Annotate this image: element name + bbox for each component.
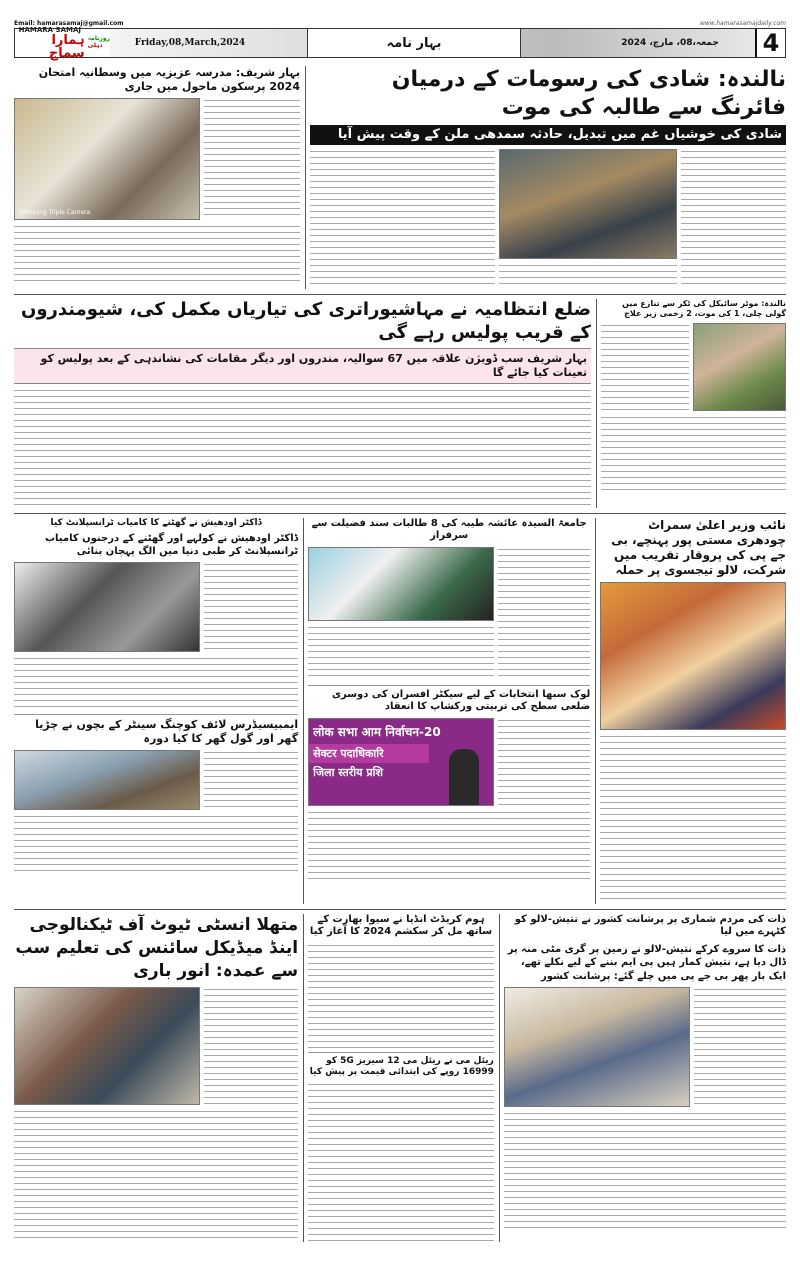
doctor-zoo-column bbox=[14, 518, 298, 904]
zoo-text-2 bbox=[14, 814, 298, 874]
homecredit-headline[interactable]: ہوم کریڈٹ انڈیا نے سیوا بھارت کے ساتھ مل کر سکشم 2024 کا آغاز کیا bbox=[309, 913, 493, 938]
loksabha-text bbox=[498, 718, 590, 806]
madrasa-photo bbox=[14, 98, 200, 220]
pk-headline[interactable]: ذات کا سروے کرکے نتیش-لالو نے زمین پر گری مٹی منہ پر ڈال دیا ہے، نتیش کمار ہیں پی ایم بننے کے لیے نکلے تھے، ایک بار پھر بی جے پی میں چلے گئے: پرشانت کشور bbox=[507, 943, 786, 982]
zoo-headline[interactable]: ایمبیسیڈرس لائف کوچنگ سینٹر کے بچوں نے چڑیا گھر اور گول گھر کا کیا دورہ bbox=[14, 714, 298, 746]
madrasa-text bbox=[204, 98, 300, 220]
row-bottom bbox=[14, 910, 786, 1248]
website: www.hamarasamajdaily.com bbox=[699, 20, 786, 27]
zoo-text bbox=[204, 750, 298, 810]
loksabha-text-2 bbox=[308, 810, 590, 880]
pk-text bbox=[694, 987, 786, 1107]
shivratri-article bbox=[14, 299, 591, 508]
loksabha-headline[interactable]: لوک سبھا انتخابات کے لیے سیکٹر افسران کی دوسری ضلعی سطح کی تربیتی ورکشاپ کا انعقاد bbox=[308, 685, 590, 714]
logo-ur: ہمارا سماج bbox=[48, 32, 85, 61]
homecredit-text bbox=[308, 943, 494, 1048]
banner-text: सेक्टर पदाधिकारि bbox=[309, 744, 429, 763]
bike-article bbox=[596, 299, 786, 508]
logo-en: HAMARA SAMAJ bbox=[18, 25, 81, 34]
loksabha-photo bbox=[308, 718, 494, 806]
doctor-headline[interactable]: ڈاکٹر اودھیش نے کولہے اور گھٹنے کے درجنوں کامیاب ٹرانسپلانٹ کر طبی دنیا میں الگ پہچان بنائی bbox=[45, 533, 299, 557]
shivratri-subhead: بہار شریف سب ڈویژن علاقہ میں 67 سوالیہ، مندروں اور دیگر مقامات کی نشاندہی کے بعد پولیس کو تعینات کیا جائے گا bbox=[14, 348, 591, 384]
jamia-text-2 bbox=[308, 625, 494, 681]
pk-article bbox=[499, 914, 786, 1243]
lead-text bbox=[310, 149, 495, 289]
page-number: 4 bbox=[755, 29, 785, 57]
jamia-text bbox=[498, 547, 590, 681]
madrasa-article bbox=[14, 66, 300, 289]
lead-photo bbox=[499, 149, 677, 259]
realme-headline[interactable]: ریئل می نے ریئل می 12 سیریز 5G کو 16999 روپے کی ابتدائی قیمت پر پیش کیا bbox=[308, 1052, 494, 1079]
zoo-photo bbox=[14, 750, 200, 810]
mithila-headline[interactable]: متھلا انسٹی ٹیوٹ آف ٹیکنالوجی اینڈ میڈیکل سائنس کی تعلیم سب سے عمدہ: انور باری bbox=[15, 914, 299, 981]
jamia-loksabha-column bbox=[303, 518, 590, 904]
banner-text: जिला स्तरीय प्रशि bbox=[313, 765, 383, 779]
homecredit-realme-column bbox=[303, 914, 494, 1243]
photo-watermark: Samsung Triple Camera bbox=[19, 208, 91, 216]
row-top bbox=[14, 62, 786, 295]
bike-photo bbox=[693, 323, 786, 411]
page-body bbox=[0, 58, 800, 1261]
banner-text: लोक सभा आम निर्वाचन-20 bbox=[313, 724, 441, 739]
pk-text-2 bbox=[504, 1111, 786, 1231]
lead-article bbox=[305, 66, 786, 289]
mithila-text-2 bbox=[14, 1109, 298, 1239]
shivratri-headline[interactable]: ضلع انتظامیہ نے مہاشیوراتری کی تیاریاں مکمل کی، شیومندروں کے قریب پولیس رہے گی bbox=[20, 299, 591, 343]
pk-kicker: ذات کی مردم شماری پر پرشانت کشور نے نتیش-لالو کو کٹہرے میں لیا bbox=[514, 913, 786, 938]
lead-headline[interactable]: نالندہ: شادی کی رسومات کے درمیان فائرنگ سے طالبہ کی موت bbox=[391, 67, 786, 120]
madrasa-text-2 bbox=[14, 224, 300, 284]
lead-subhead: شادی کی خوشیاں غم میں تبدیل، حادثہ سمدھی ملن کے وقت پیش آیا bbox=[310, 125, 786, 145]
masthead bbox=[14, 25, 786, 61]
samrat-headline[interactable]: نائب وزیر اعلیٰ سمراٹ چودھری مستی پور پہنچے، بی جے پی کی پروقار تقریب میں شرکت، لالو تیجسوی پر حملہ bbox=[611, 517, 786, 577]
doctor-text bbox=[204, 562, 298, 652]
logo-city: دہلی bbox=[87, 42, 103, 49]
doctor-photo bbox=[14, 562, 200, 652]
logo-tag: روزنامہ bbox=[87, 35, 110, 43]
mithila-article bbox=[14, 914, 298, 1243]
madrasa-headline[interactable]: بہار شریف: مدرسہ عزیزیہ میں وسطانیہ امتحان 2024 پرسکون ماحول میں جاری bbox=[38, 66, 300, 93]
samrat-text bbox=[600, 734, 786, 904]
samrat-article bbox=[595, 518, 786, 904]
jamia-photo bbox=[308, 547, 494, 621]
row-third bbox=[14, 514, 786, 910]
jamia-headline[interactable]: جامعۃ السیدہ عائشہ طیبہ کی 8 طالبات سند فضیلت سے سرفراز bbox=[311, 517, 587, 542]
pk-photo bbox=[504, 987, 690, 1107]
samrat-photo bbox=[600, 582, 786, 730]
mithila-photo bbox=[14, 987, 200, 1105]
shivratri-text bbox=[14, 388, 591, 508]
doctor-kicker: ڈاکٹر اودھیش نے گھٹنے کا کامیاب ٹرانسپلانٹ کیا bbox=[50, 517, 262, 528]
logo bbox=[15, 25, 110, 61]
section-title: بہار نامہ bbox=[307, 29, 521, 57]
speaker-figure bbox=[449, 749, 479, 806]
email: Email: hamarasamaj@gmail.com bbox=[14, 20, 124, 27]
mithila-text bbox=[204, 987, 298, 1105]
row-second bbox=[14, 295, 786, 514]
bike-text-2 bbox=[601, 415, 786, 495]
date-urdu: جمعہ،08، مارچ، 2024 bbox=[621, 38, 719, 48]
doctor-text-2 bbox=[14, 656, 298, 710]
date-english: Friday,08,March,2024 bbox=[134, 38, 246, 48]
lead-text-2 bbox=[499, 263, 677, 289]
bike-headline[interactable]: نالندہ: موٹر سائیکل کی ٹکر سے تنازع میں گولی چلی، 1 کی موت، 2 زخمی زیر علاج bbox=[622, 299, 786, 319]
bike-text bbox=[601, 323, 689, 411]
realme-text bbox=[308, 1082, 494, 1242]
top-line bbox=[0, 0, 800, 28]
lead-text-3 bbox=[681, 149, 786, 289]
